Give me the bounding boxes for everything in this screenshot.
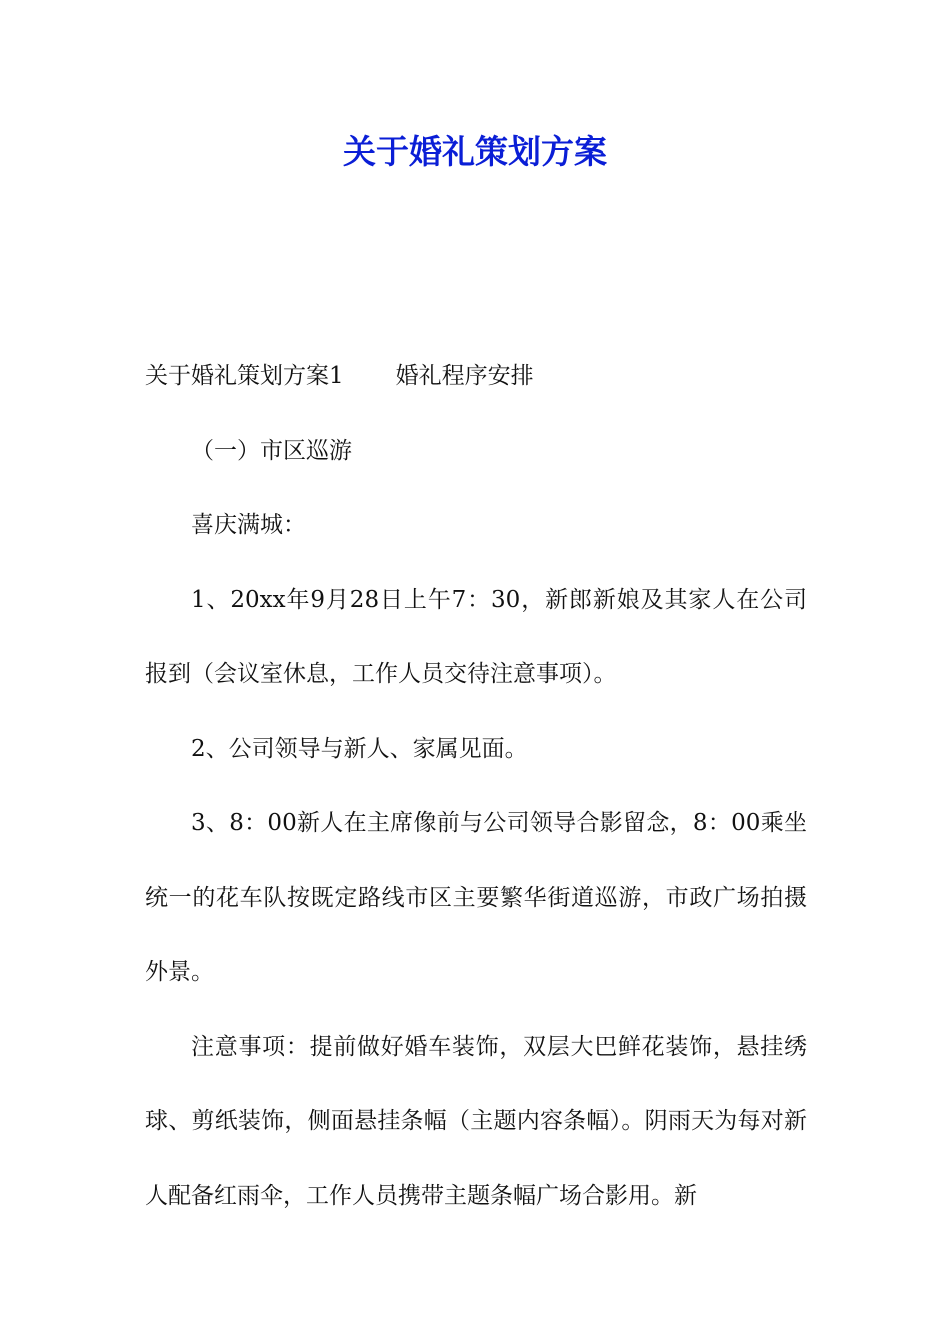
subsection-heading: （一）市区巡游 [191,437,352,464]
paragraph-2: 1、20xx年9月28日上午7：30，新郎新娘及其家人在公司报到（会议室休息，工作人员交待注意事项）。 [145,586,807,687]
section-heading: 关于婚礼策划方案1 [145,363,344,389]
paragraph-1: 喜庆满城： [191,512,306,538]
paragraph-5: 注意事项：提前做好婚车装饰，双层大巴鲜花装饰，悬挂绣球、剪纸装饰，侧面悬挂条幅（主题内容条幅）。阴雨天为每对新人配备红雨伞，工作人员携带主题条幅广场合影用。新 [145,1033,807,1209]
document-body [145,339,807,1233]
paragraph-3: 2、公司领导与新人、家属见面。 [191,735,528,762]
section-subtitle: 婚礼程序安排 [395,363,534,389]
document-title: 关于婚礼策划方案 [343,132,607,171]
section-heading-line [145,339,807,414]
paragraph-4: 3、8：00新人在主席像前与公司领导合影留念，8：00乘坐统一的花车队按既定路线市区主要繁华街道巡游，市政广场拍摄外景。 [145,810,807,985]
